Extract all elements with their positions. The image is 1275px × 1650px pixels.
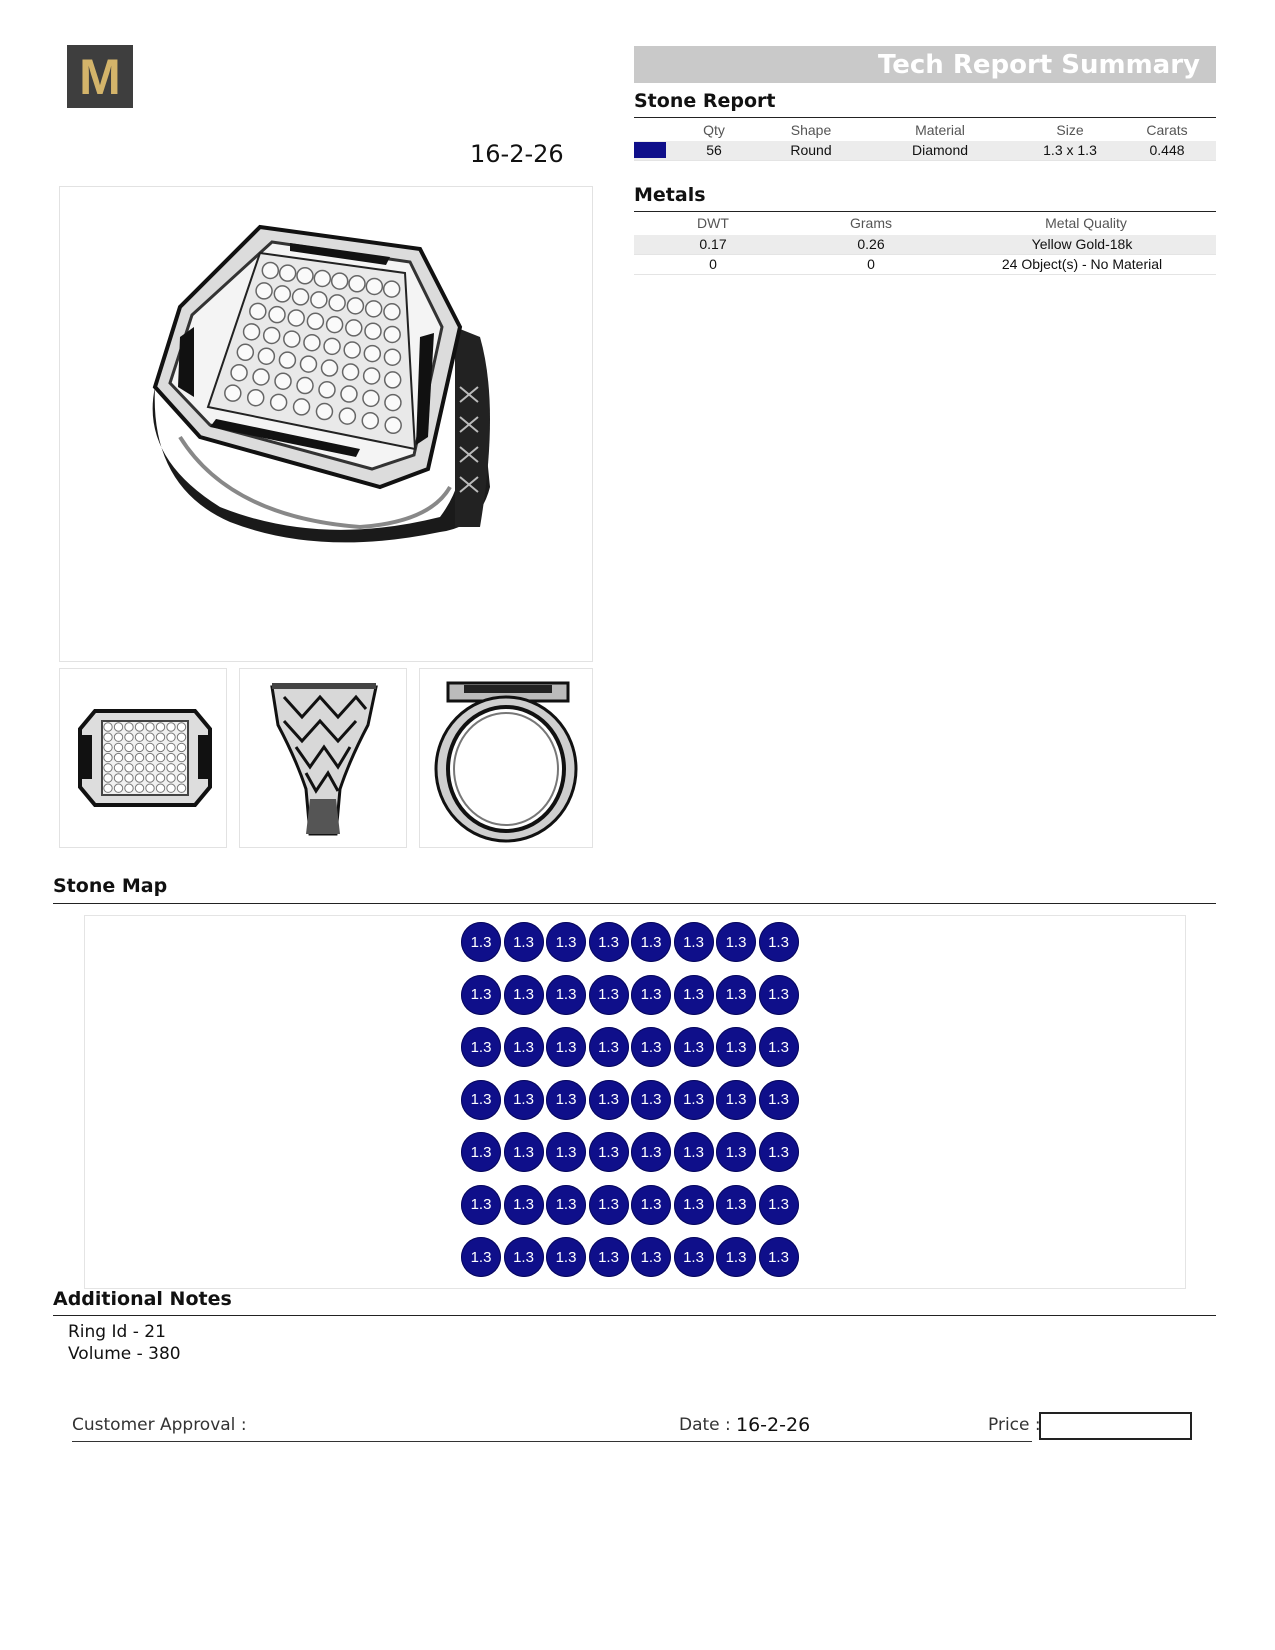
top-view-stone xyxy=(125,774,133,782)
metal-dwt: 0.17 xyxy=(699,236,727,252)
pave-stone xyxy=(314,270,330,286)
metals-row xyxy=(634,255,1216,275)
top-view-stone xyxy=(104,753,112,761)
top-view-stone xyxy=(114,764,122,772)
stone-map-stone: 1.3 xyxy=(546,1132,586,1172)
stone-map-stone: 1.3 xyxy=(546,922,586,962)
pave-stone xyxy=(237,344,253,360)
pave-stone xyxy=(327,317,343,333)
pave-stone xyxy=(385,372,401,388)
pave-stone xyxy=(365,323,381,339)
col-grams: Grams xyxy=(850,215,892,231)
additional-notes-rule xyxy=(53,1315,1216,1316)
document-date: 16-2-26 xyxy=(470,140,564,168)
stone-color-swatch xyxy=(634,142,666,158)
top-view-stone xyxy=(177,733,185,741)
pave-stone xyxy=(384,304,400,320)
pave-stone xyxy=(280,265,296,281)
top-view-stone xyxy=(135,723,143,731)
pave-stone xyxy=(339,408,355,424)
top-view-stone xyxy=(135,764,143,772)
stone-map-stone: 1.3 xyxy=(546,1027,586,1067)
top-view-stone xyxy=(114,774,122,782)
stone-map-stone: 1.3 xyxy=(674,1237,714,1277)
col-qty: Qty xyxy=(703,122,725,138)
stone-map-stone: 1.3 xyxy=(461,1237,501,1277)
top-view-stone xyxy=(156,753,164,761)
pave-stone xyxy=(258,348,274,364)
stone-map-stone: 1.3 xyxy=(674,922,714,962)
stone-report-header-row xyxy=(634,122,1216,140)
metal-grams: 0.26 xyxy=(857,236,885,252)
stone-map-stone: 1.3 xyxy=(631,922,671,962)
report-title: Tech Report Summary xyxy=(877,50,1200,80)
top-view-stone xyxy=(114,784,122,792)
stone-material: Diamond xyxy=(911,142,969,158)
stone-map-stone: 1.3 xyxy=(461,1132,501,1172)
date-label: Date : xyxy=(679,1415,731,1435)
top-view-stone xyxy=(156,743,164,751)
top-view-stone xyxy=(167,733,175,741)
top-view-stone xyxy=(125,784,133,792)
stone-map-stone: 1.3 xyxy=(504,1027,544,1067)
stone-map-stone: 1.3 xyxy=(589,1027,629,1067)
stone-map-stone: 1.3 xyxy=(759,1185,799,1225)
stone-map-panel xyxy=(84,915,1186,1289)
col-metal-quality: Metal Quality xyxy=(1045,215,1127,231)
pave-stone xyxy=(341,386,357,402)
metals-rule xyxy=(634,211,1216,212)
top-view-stone xyxy=(114,743,122,751)
pave-stone xyxy=(288,310,304,326)
pave-stone xyxy=(300,356,316,372)
stone-map-stone: 1.3 xyxy=(716,1132,756,1172)
metal-dwt: 0 xyxy=(709,256,717,272)
ring-side-view xyxy=(239,668,407,848)
stone-map-stone: 1.3 xyxy=(589,1237,629,1277)
top-view-stone xyxy=(104,733,112,741)
stone-map-stone: 1.3 xyxy=(716,1237,756,1277)
report-header-bar xyxy=(634,46,1216,83)
stone-map-stone: 1.3 xyxy=(504,1132,544,1172)
pave-stone xyxy=(332,273,348,289)
stone-map-stone: 1.3 xyxy=(461,1027,501,1067)
stone-map-stone: 1.3 xyxy=(759,975,799,1015)
stone-map-stone: 1.3 xyxy=(631,1237,671,1277)
stone-map-stone: 1.3 xyxy=(546,1080,586,1120)
note-ring-id: Ring Id - 21 xyxy=(68,1322,166,1342)
pave-stone xyxy=(319,382,335,398)
stone-map-stone: 1.3 xyxy=(631,1080,671,1120)
top-view-stone xyxy=(146,753,154,761)
pave-stone xyxy=(279,352,295,368)
top-view-stone xyxy=(135,753,143,761)
pave-stone xyxy=(248,390,264,406)
ring-side-drawing xyxy=(240,669,406,847)
stone-map-stone: 1.3 xyxy=(461,1185,501,1225)
pave-stone xyxy=(364,346,380,362)
note-volume: Volume - 380 xyxy=(68,1344,181,1364)
stone-shape: Round xyxy=(790,142,832,158)
pave-stone xyxy=(364,368,380,384)
stone-report-row xyxy=(634,141,1216,161)
pave-stone xyxy=(231,365,247,381)
stone-map-stone: 1.3 xyxy=(674,1027,714,1067)
stone-map-stone: 1.3 xyxy=(631,975,671,1015)
top-view-stone xyxy=(135,774,143,782)
pave-stone xyxy=(307,313,323,329)
top-view-stone xyxy=(167,753,175,761)
top-view-stone xyxy=(156,733,164,741)
stone-map-stone: 1.3 xyxy=(504,922,544,962)
top-view-stone xyxy=(177,723,185,731)
top-view-stone xyxy=(104,774,112,782)
stone-map-stone: 1.3 xyxy=(759,1080,799,1120)
pave-stone xyxy=(294,399,310,415)
top-view-stone xyxy=(114,733,122,741)
top-view-stone xyxy=(156,784,164,792)
top-view-stone xyxy=(177,774,185,782)
stone-map-stone: 1.3 xyxy=(589,1132,629,1172)
stone-map-stone: 1.3 xyxy=(759,1237,799,1277)
pave-stone xyxy=(346,320,362,336)
approval-date-value: 16-2-26 xyxy=(736,1414,811,1436)
metals-title: Metals xyxy=(634,184,706,206)
top-view-stone xyxy=(104,784,112,792)
top-view-stone xyxy=(156,723,164,731)
stone-size: 1.3 x 1.3 xyxy=(1043,142,1097,158)
pave-stone xyxy=(269,307,285,323)
pave-stone xyxy=(304,335,320,351)
top-view-stone xyxy=(125,753,133,761)
top-view-stone xyxy=(114,753,122,761)
stone-map-stone: 1.3 xyxy=(461,975,501,1015)
pave-stone xyxy=(264,327,280,343)
pave-stone xyxy=(293,289,309,305)
pave-stone xyxy=(274,286,290,302)
top-view-stone xyxy=(146,774,154,782)
pave-stone xyxy=(344,342,360,358)
top-view-stone xyxy=(125,723,133,731)
stone-map-stone: 1.3 xyxy=(589,922,629,962)
pave-stone xyxy=(343,364,359,380)
top-view-stone xyxy=(167,743,175,751)
top-view-stone xyxy=(167,784,175,792)
logo-letter: M xyxy=(79,48,121,105)
metal-quality: Yellow Gold-18k xyxy=(1031,236,1133,252)
pave-stone xyxy=(253,369,269,385)
pave-stone xyxy=(275,373,291,389)
metals-row xyxy=(634,235,1216,255)
top-view-stone xyxy=(125,764,133,772)
stone-map-stone: 1.3 xyxy=(504,975,544,1015)
stone-map-stone: 1.3 xyxy=(674,1080,714,1120)
stone-map-stone: 1.3 xyxy=(631,1027,671,1067)
top-view-stone xyxy=(125,743,133,751)
pave-stone xyxy=(363,390,379,406)
stone-map-stone: 1.3 xyxy=(504,1080,544,1120)
ring-main-view xyxy=(59,186,593,662)
stone-map-stone: 1.3 xyxy=(461,1080,501,1120)
pave-stone xyxy=(385,395,401,411)
stone-map-stone: 1.3 xyxy=(631,1185,671,1225)
top-view-stone xyxy=(167,764,175,772)
ring-front-view xyxy=(419,668,593,848)
pave-stone xyxy=(385,417,401,433)
top-view-stone xyxy=(156,774,164,782)
additional-notes-title: Additional Notes xyxy=(53,1288,232,1310)
top-view-stone xyxy=(177,784,185,792)
stone-carats: 0.448 xyxy=(1149,142,1185,158)
top-view-stone xyxy=(104,743,112,751)
pave-stone xyxy=(256,283,272,299)
stone-map-stone: 1.3 xyxy=(589,1185,629,1225)
top-view-stone xyxy=(146,723,154,731)
stone-map-stone: 1.3 xyxy=(461,922,501,962)
stone-map-stone: 1.3 xyxy=(759,1027,799,1067)
stone-map-title: Stone Map xyxy=(53,875,168,897)
stone-map-stone: 1.3 xyxy=(716,922,756,962)
col-shape: Shape xyxy=(790,122,832,138)
col-dwt: DWT xyxy=(697,215,729,231)
col-material: Material xyxy=(915,122,965,138)
top-view-stone xyxy=(167,723,175,731)
col-carats: Carats xyxy=(1146,122,1188,138)
top-view-stone xyxy=(146,743,154,751)
price-label: Price : xyxy=(988,1415,1041,1435)
stone-map-stone: 1.3 xyxy=(716,1080,756,1120)
stone-map-stone: 1.3 xyxy=(631,1132,671,1172)
stone-map-stone: 1.3 xyxy=(546,1237,586,1277)
top-view-stone xyxy=(167,774,175,782)
stone-map-stone: 1.3 xyxy=(759,1132,799,1172)
top-view-stone xyxy=(135,784,143,792)
pave-stone xyxy=(297,378,313,394)
stone-qty: 56 xyxy=(706,142,722,158)
col-size: Size xyxy=(1056,122,1084,138)
top-view-stone xyxy=(146,784,154,792)
pave-stone xyxy=(316,404,332,420)
metals-header-row xyxy=(634,215,1216,233)
top-view-stone xyxy=(156,764,164,772)
top-view-stone xyxy=(177,764,185,772)
top-view-stone xyxy=(104,764,112,772)
pave-stone xyxy=(347,298,363,314)
stone-map-stone: 1.3 xyxy=(546,975,586,1015)
stone-map-stone: 1.3 xyxy=(674,1132,714,1172)
ring-top-drawing xyxy=(60,669,226,847)
pave-stone xyxy=(384,326,400,342)
stone-report-title: Stone Report xyxy=(634,90,776,112)
top-view-stone xyxy=(146,764,154,772)
pave-stone xyxy=(244,324,260,340)
stone-map-rule xyxy=(53,903,1216,904)
top-view-stone xyxy=(104,723,112,731)
top-view-stone xyxy=(177,753,185,761)
pave-stone xyxy=(324,338,340,354)
pave-stone xyxy=(329,295,345,311)
metal-quality: 24 Object(s) - No Material xyxy=(1001,256,1163,272)
stone-map-stone: 1.3 xyxy=(674,1185,714,1225)
pave-stone xyxy=(297,268,313,284)
metal-grams: 0 xyxy=(867,256,875,272)
stone-map-stone: 1.3 xyxy=(759,922,799,962)
stone-map-stone: 1.3 xyxy=(589,975,629,1015)
top-view-stone xyxy=(146,733,154,741)
stone-map-stone: 1.3 xyxy=(716,1027,756,1067)
stone-map-stone: 1.3 xyxy=(504,1185,544,1225)
ring-front-drawing xyxy=(420,669,592,847)
pave-stone xyxy=(250,303,266,319)
price-input[interactable] xyxy=(1039,1412,1192,1440)
top-view-stone xyxy=(125,733,133,741)
approval-signature-line xyxy=(72,1441,1032,1442)
pave-stone xyxy=(384,349,400,365)
pave-stone xyxy=(366,301,382,317)
stone-map-stone: 1.3 xyxy=(589,1080,629,1120)
customer-approval-label: Customer Approval : xyxy=(72,1415,247,1435)
stone-report-rule xyxy=(634,117,1216,118)
pave-stone xyxy=(284,331,300,347)
pave-stone xyxy=(366,278,382,294)
pave-stone xyxy=(271,394,287,410)
pave-stone xyxy=(362,413,378,429)
company-logo xyxy=(67,45,133,108)
ring-perspective-drawing xyxy=(60,187,592,661)
pave-stone xyxy=(311,292,327,308)
stone-map-stone: 1.3 xyxy=(546,1185,586,1225)
ring-top-view xyxy=(59,668,227,848)
stone-map-stone: 1.3 xyxy=(674,975,714,1015)
top-view-stone xyxy=(114,723,122,731)
pave-stone xyxy=(225,385,241,401)
top-view-stone xyxy=(135,743,143,751)
stone-map-stone: 1.3 xyxy=(504,1237,544,1277)
pave-stone xyxy=(322,360,338,376)
pave-stone xyxy=(384,281,400,297)
pave-stone xyxy=(349,276,365,292)
pave-stone xyxy=(262,262,278,278)
stone-map-stone: 1.3 xyxy=(716,975,756,1015)
top-view-stone xyxy=(135,733,143,741)
stone-map-stone: 1.3 xyxy=(716,1185,756,1225)
top-view-stone xyxy=(177,743,185,751)
